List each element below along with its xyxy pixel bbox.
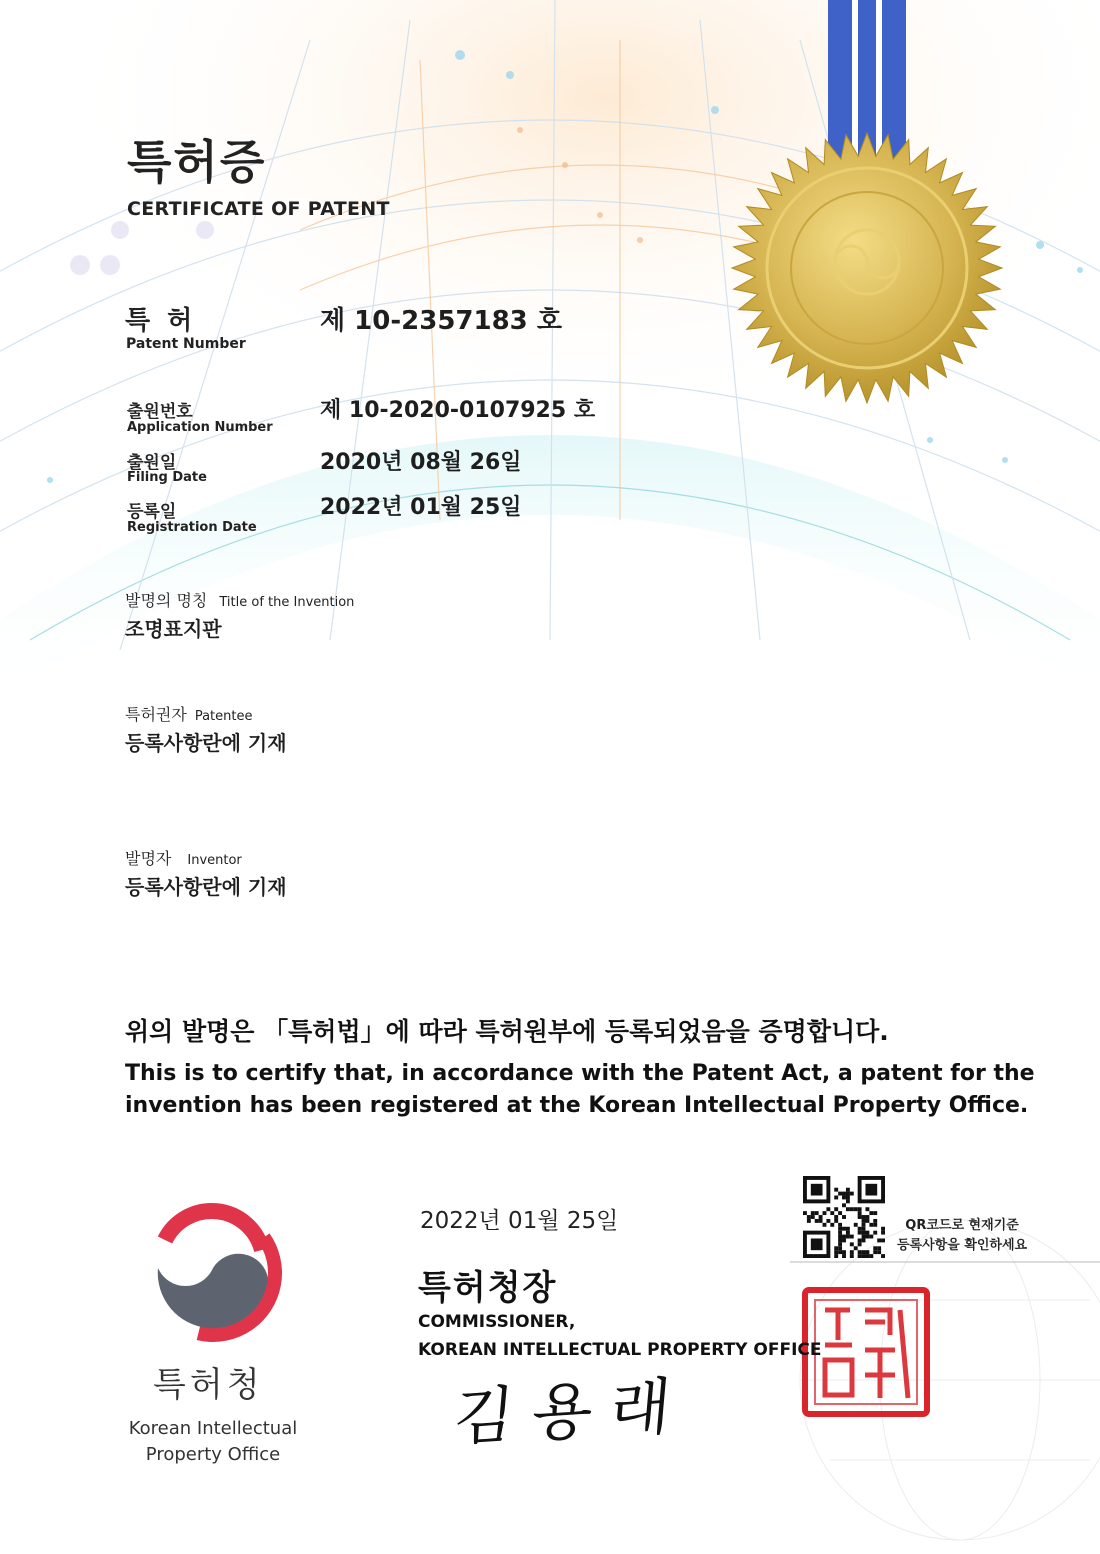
patentee-label-en: Patentee bbox=[194, 709, 253, 724]
office-name-en bbox=[120, 1416, 306, 1468]
patentee-label: 특허권자 bbox=[125, 705, 187, 724]
inventor-label: 발명자 bbox=[125, 849, 172, 868]
registration-date-label: 등록일 bbox=[127, 502, 177, 522]
invention-title-label-en: Title of the Invention bbox=[219, 595, 355, 610]
filing-date-label: 출원일 bbox=[127, 453, 177, 473]
inventor-label-row bbox=[125, 846, 242, 869]
patent-number-label: 특 허 bbox=[125, 306, 197, 336]
invention-title-label-row bbox=[125, 588, 354, 611]
taegeuk-emblem bbox=[127, 1187, 300, 1360]
invention-title-value: 조명표지판 bbox=[125, 617, 222, 641]
certificate-title-en: CERTIFICATE OF PATENT bbox=[127, 198, 390, 220]
qr-instruction-line1: QR코드로 현재기준 bbox=[905, 1218, 1019, 1233]
inventor-label-en: Inventor bbox=[187, 853, 242, 868]
commissioner-title-en-line2: KOREAN INTELLECTUAL PROPERTY OFFICE bbox=[418, 1340, 822, 1360]
commissioner-signature: 김용래 bbox=[450, 1368, 693, 1455]
certification-statement-en-line2: invention has been registered at the Korean Intellectual Property Office. bbox=[125, 1093, 1029, 1118]
patent-number-value: 제 10-2357183 호 bbox=[320, 306, 562, 336]
patentee-label-row bbox=[125, 702, 252, 725]
certification-statement-ko: 위의 발명은 「특허법」에 따라 특허원부에 등록되었음을 증명합니다. bbox=[125, 1017, 889, 1046]
application-number-label: 출원번호 bbox=[127, 402, 193, 422]
invention-title-label: 발명의 명칭 bbox=[125, 591, 208, 610]
gold-seal bbox=[732, 133, 1002, 403]
patentee-value: 등록사항란에 기재 bbox=[125, 731, 287, 755]
filing-date-value: 2020년 08월 26일 bbox=[320, 450, 522, 475]
application-number-value: 제 10-2020-0107925 호 bbox=[320, 398, 596, 423]
application-number-label-en: Application Number bbox=[127, 420, 273, 435]
inventor-value: 등록사항란에 기재 bbox=[125, 875, 287, 899]
registration-date-value: 2022년 01월 25일 bbox=[320, 495, 522, 520]
filing-date-label-en: Filing Date bbox=[127, 470, 207, 485]
official-red-stamp bbox=[805, 1290, 927, 1414]
commissioner-title-ko: 특허청장 bbox=[418, 1268, 558, 1308]
office-name-en-line1: Korean Intellectual bbox=[128, 1418, 298, 1439]
issue-date: 2022년 01월 25일 bbox=[420, 1208, 619, 1234]
qr-instruction-line2: 등록사항을 확인하세요 bbox=[897, 1238, 1028, 1253]
office-name-en-line2: Property Office bbox=[145, 1444, 281, 1465]
commissioner-title-en-line1: COMMISSIONER, bbox=[418, 1312, 576, 1332]
office-name-ko: 특허청 bbox=[153, 1365, 264, 1405]
qr-instruction bbox=[897, 1216, 1027, 1256]
patent-number-label-en: Patent Number bbox=[126, 336, 246, 352]
certificate-title: 특허증 bbox=[127, 135, 267, 189]
registration-date-label-en: Registration Date bbox=[127, 520, 257, 535]
certification-statement-en-line1: This is to certify that, in accordance with the Patent Act, a patent for the bbox=[125, 1061, 1035, 1086]
